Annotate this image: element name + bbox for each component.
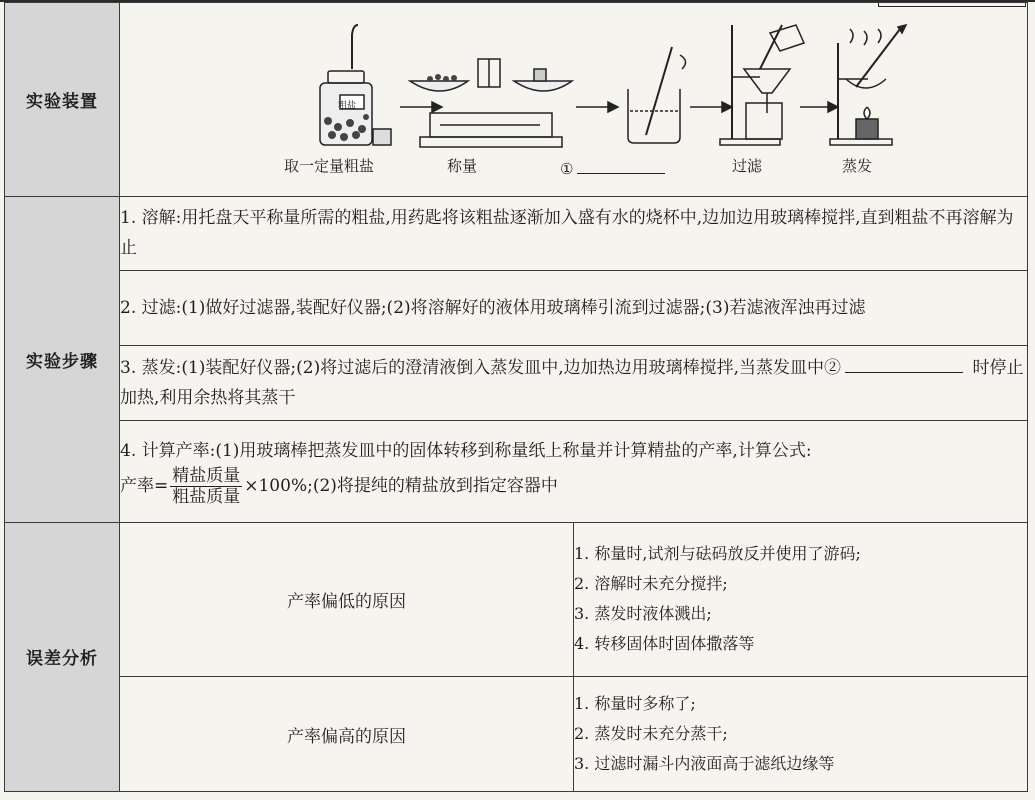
caption-take-salt: 取一定量粗盐	[284, 157, 375, 175]
step-calc	[120, 420, 1028, 522]
low-reason-item: 2. 溶解时未充分搅拌;	[574, 574, 728, 594]
cause-low: 产率偏低的原因	[120, 522, 574, 677]
arrow-icon	[400, 102, 442, 112]
yield-formula	[170, 466, 242, 507]
caption-weigh: 称量	[447, 157, 478, 175]
step-evaporate-tail: 时停止加热,利用余热将其蒸干	[120, 357, 1024, 408]
cause-high: 产率偏高的原因	[120, 677, 574, 792]
step-dissolve: 1. 溶解:用托盘天平称量所需的粗盐,用药匙将该粗盐逐渐加入盛有水的烧杯中,边加边用玻璃棒搅拌,直到粗盐不再溶解为止	[120, 196, 1028, 271]
arrow-icon	[690, 102, 732, 112]
formula-denominator: 粗盐质量	[172, 486, 241, 507]
step-calc-line1: 4. 计算产率:(1)用玻璃棒把蒸发皿中的固体转移到称量纸上称量并计算精盐的产率,计算公式:	[120, 440, 812, 461]
blank-line-2	[845, 354, 963, 373]
low-reason-item: 4. 转移固体时固体撒落等	[574, 634, 755, 654]
low-reason-item: 1. 称量时,试剂与砝码放反并使用了游码;	[574, 544, 861, 564]
experiment-table	[4, 2, 1028, 792]
step-filter: 2. 过滤:(1)做好过滤器,装配好仪器;(2)将溶解好的液体用玻璃棒引流到过滤器;(3)若滤液浑浊再过滤	[120, 271, 1028, 346]
arrow-icon	[800, 102, 838, 112]
caption-blank-1: ①	[560, 155, 665, 178]
salt-jar-icon	[320, 25, 391, 145]
formula-prefix: 产率=	[120, 475, 169, 496]
jar-label: 粗盐	[338, 101, 357, 111]
apparatus-cell	[120, 3, 1028, 197]
caption-filter: 过滤	[732, 157, 763, 175]
low-reasons	[574, 522, 1028, 677]
blank-line-1	[577, 155, 665, 174]
arrow-icon	[576, 102, 618, 112]
step-evaporate	[120, 345, 1028, 420]
high-reason-item: 2. 蒸发时未充分蒸干;	[574, 724, 728, 744]
evaporation-icon	[830, 25, 906, 145]
caption-evaporate: 蒸发	[842, 157, 873, 175]
label-apparatus: 实验装置	[5, 3, 120, 197]
high-reason-item: 1. 称量时多称了;	[574, 694, 696, 714]
high-reason-item: 3. 过滤时漏斗内液面高于滤纸边缘等	[574, 754, 835, 774]
beaker-icon	[628, 47, 686, 143]
high-reasons	[574, 677, 1028, 792]
step-evaporate-text: 3. 蒸发:(1)装配好仪器;(2)将过滤后的澄清液倒入蒸发皿中,边加热边用玻璃棒搅拌,当蒸发皿中②	[120, 357, 842, 378]
formula-numerator: 精盐质量	[172, 465, 241, 486]
label-steps: 实验步骤	[5, 196, 120, 522]
label-error: 误差分析	[5, 522, 120, 791]
filter-stand-icon	[720, 25, 804, 145]
low-reason-item: 3. 蒸发时液体溅出;	[574, 604, 712, 624]
formula-suffix: ×100%;(2)将提纯的精盐放到指定容器中	[244, 475, 558, 496]
